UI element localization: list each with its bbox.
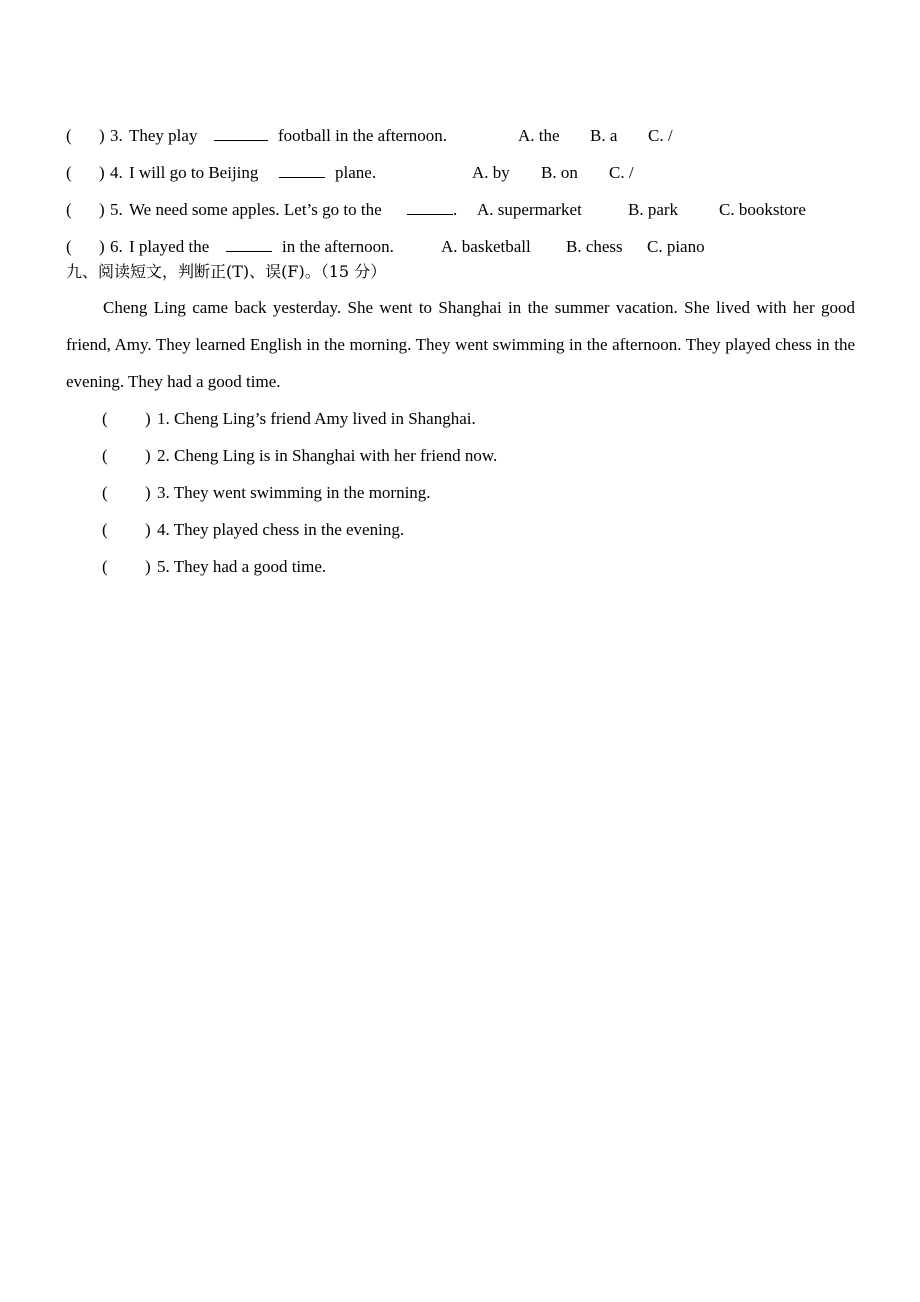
answer-close: ) bbox=[145, 446, 151, 465]
question-text: in the afternoon. bbox=[282, 237, 394, 256]
answer-close: ) bbox=[145, 520, 151, 539]
answer-blank[interactable] bbox=[226, 237, 272, 257]
question-text: . bbox=[453, 200, 458, 219]
answer-close: ) bbox=[99, 200, 105, 219]
question-number: 4. bbox=[110, 163, 123, 182]
statement-text: 5. They had a good time. bbox=[157, 557, 327, 576]
question-text: They play bbox=[129, 126, 198, 145]
answer-slot[interactable] bbox=[108, 520, 144, 540]
option-c: C. / bbox=[609, 163, 634, 182]
option-c: C. / bbox=[648, 126, 673, 145]
paren-open: ( bbox=[102, 409, 108, 428]
answer-close: ) bbox=[145, 557, 151, 576]
statement-text: 3. They went swimming in the morning. bbox=[157, 483, 431, 502]
answer-slot[interactable] bbox=[108, 557, 144, 577]
paren-open: ( bbox=[66, 200, 72, 219]
option-b: B. park bbox=[628, 200, 679, 219]
paren-open: ( bbox=[102, 483, 108, 502]
statement-text: 2. Cheng Ling is in Shanghai with her friend now. bbox=[157, 446, 498, 465]
option-b: B. on bbox=[541, 163, 578, 182]
answer-blank[interactable] bbox=[407, 200, 453, 220]
option-a: A. basketball bbox=[441, 237, 531, 256]
question-text: We need some apples. Let’s go to the bbox=[129, 200, 382, 219]
section-heading: 九、阅读短文，判断正(T)、误(F)。（15 分） bbox=[66, 262, 387, 281]
answer-close: ) bbox=[145, 483, 151, 502]
paren-open: ( bbox=[102, 520, 108, 539]
option-b: B. a bbox=[590, 126, 618, 145]
question-text: plane. bbox=[335, 163, 377, 182]
answer-slot[interactable] bbox=[108, 409, 144, 429]
paren-open: ( bbox=[102, 446, 108, 465]
option-c: C. bookstore bbox=[719, 200, 806, 219]
question-text: I will go to Beijing bbox=[129, 163, 259, 182]
answer-close: ) bbox=[99, 126, 105, 145]
question-number: 6. bbox=[110, 237, 123, 256]
option-a: A. supermarket bbox=[477, 200, 582, 219]
paren-open: ( bbox=[66, 163, 72, 182]
option-b: B. chess bbox=[566, 237, 623, 256]
answer-close: ) bbox=[145, 409, 151, 428]
option-a: A. by bbox=[472, 163, 510, 182]
question-number: 5. bbox=[110, 200, 123, 219]
question-number: 3. bbox=[110, 126, 123, 145]
answer-close: ) bbox=[99, 163, 105, 182]
answer-slot[interactable] bbox=[108, 483, 144, 503]
statement-text: 1. Cheng Ling’s friend Amy lived in Shanghai. bbox=[157, 409, 476, 428]
question-text: I played the bbox=[129, 237, 210, 256]
option-c: C. piano bbox=[647, 237, 705, 256]
question-text: football in the afternoon. bbox=[278, 126, 448, 145]
option-a: A. the bbox=[518, 126, 560, 145]
answer-blank[interactable] bbox=[279, 163, 325, 183]
answer-slot[interactable] bbox=[108, 446, 144, 466]
answer-blank[interactable] bbox=[214, 126, 268, 146]
reading-passage: Cheng Ling came back yesterday. She went to Shanghai in the summer vacation. She lived with her good friend, Amy. They learned English in the morning. They went swimming in the afternoon. They played chess in the evening. They had a good time. bbox=[66, 298, 855, 391]
statement-text: 4. They played chess in the evening. bbox=[157, 520, 405, 539]
answer-close: ) bbox=[99, 237, 105, 256]
paren-open: ( bbox=[66, 126, 72, 145]
paren-open: ( bbox=[102, 557, 108, 576]
paren-open: ( bbox=[66, 237, 72, 256]
